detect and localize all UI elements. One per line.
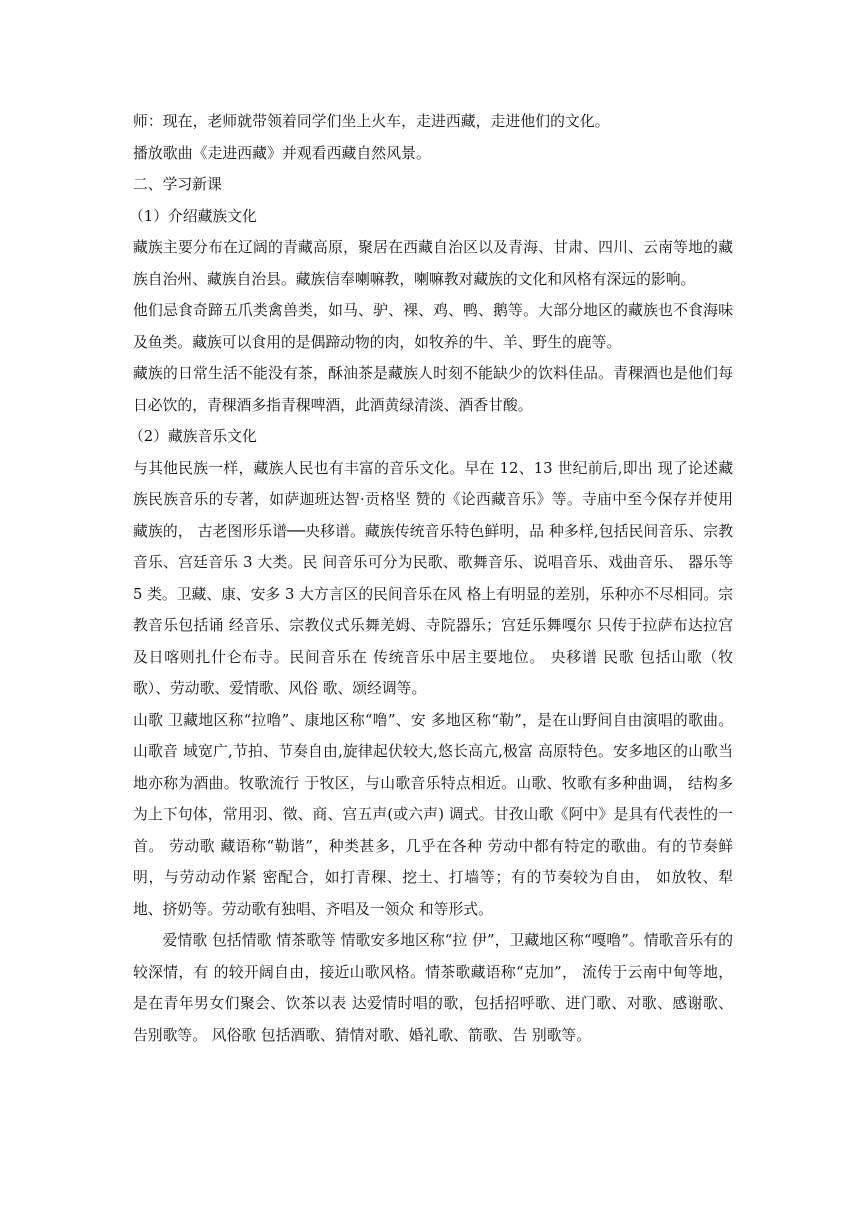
- song-play-line: 播放歌曲《走进西藏》并观看西藏自然风景。: [133, 144, 431, 162]
- paragraph-mountain-song: 山歌 卫藏地区称“拉噜”、康地区称“噜”、安 多地区称“勒”，是在山野间自由演唱的歌曲。山歌音 域宽广,节拍、节奏自由,旋律起伏较大,悠长高亢,极富 高原特色。安多地区的山歌当地亦称为酒曲。牧歌流行 于牧区，与山歌音乐特点相近。山歌、牧歌有多种曲调， 结构多为上下句体，常用羽、徵、商、宫五声(或六声) 调式。甘孜山歌《阿中》是具有代表性的一首。 劳动歌 藏语称“勒谐”，种类甚多，几乎在各种 劳动中都有特定的歌曲。有的节奏鲜明，与劳动动作紧 密配合，如打青稞、挖土、打墙等；有的节奏较为自由， 如放牧、犁地、挤奶等。劳动歌有独唱、齐唱及一领众 和等形式。: [133, 711, 733, 918]
- subsection-heading-culture: （1）介绍藏族文化: [129, 207, 257, 225]
- paragraph-diet: 他们忌食奇蹄五爪类禽兽类，如马、驴、裸、鸡、鸭、鹅等。大部分地区的藏族也不食海味及鱼类。藏族可以食用的是偶蹄动物的肉，如牧养的牛、羊、野生的鹿等。: [133, 302, 733, 351]
- paragraph-tea-wine: 藏族的日常生活不能没有茶，酥油茶是藏族人时刻不能缺少的饮料佳品。青稞酒也是他们每日必饮的，青稞酒多指青稞啤酒，此酒黄绿清淡、酒香甘酸。: [133, 365, 733, 414]
- subsection-heading-music: （2）藏族音乐文化: [129, 428, 257, 445]
- document-body: [129, 106, 733, 1051]
- section-heading-new-lesson: 二、学习新课: [133, 176, 222, 193]
- paragraph-love-song: 爱情歌 包括情歌 情茶歌等 情歌安多地区称“拉 伊”，卫藏地区称“嘎噜”。情歌音乐有的较深情，有 的较开阔自由，接近山歌风格。情茶歌藏语称“克加”， 流传于云南中甸等地，是在青年男女们聚会、饮茶以表 达爱情时唱的歌，包括招呼歌、进门歌、对歌、感谢歌、 告别歌等。 风俗歌 包括酒歌、猜情对歌、婚礼歌、箭歌、告 别歌等。: [133, 932, 733, 1044]
- teacher-intro-line: 师：现在，老师就带领着同学们坐上火车，走进西藏，走进他们的文化。: [133, 113, 610, 130]
- paragraph-music-culture: 与其他民族一样，藏族人民也有丰富的音乐文化。早在 12、13 世纪前后,即出 现了论述藏族民族音乐的专著，如萨迦班达智·贡格坚 赞的《论西藏音乐》等。寺庙中至今保存并使用藏族的， 古老图形乐谱──央移谱。藏族传统音乐特色鲜明，品 种多样,包括民间音乐、宗教音乐、宫廷音乐 3 大类。民 间音乐可分为民歌、歌舞音乐、说唱音乐、戏曲音乐、 器乐等 5 类。卫藏、康、安多 3 大方言区的民间音乐在风 格上有明显的差别，乐种亦不尽相同。宗教音乐包括诵 经音乐、宗教仪式乐舞羌姆、寺院器乐；宫廷乐舞嘎尔 只传于拉萨布达拉宫及日喀则扎什仑布寺。民间音乐在 传统音乐中居主要地位。 央移谱 民歌 包括山歌（牧歌）、劳动歌、爱情歌、风俗 歌、颂经调等。: [133, 459, 733, 697]
- paragraph-distribution: 藏族主要分布在辽阔的青藏高原，聚居在西藏自治区以及青海、甘肃、四川、云南等地的藏族自治州、藏族自治县。藏族信奉喇嘛教，喇嘛教对藏族的文化和风格有深远的影响。: [133, 239, 733, 288]
